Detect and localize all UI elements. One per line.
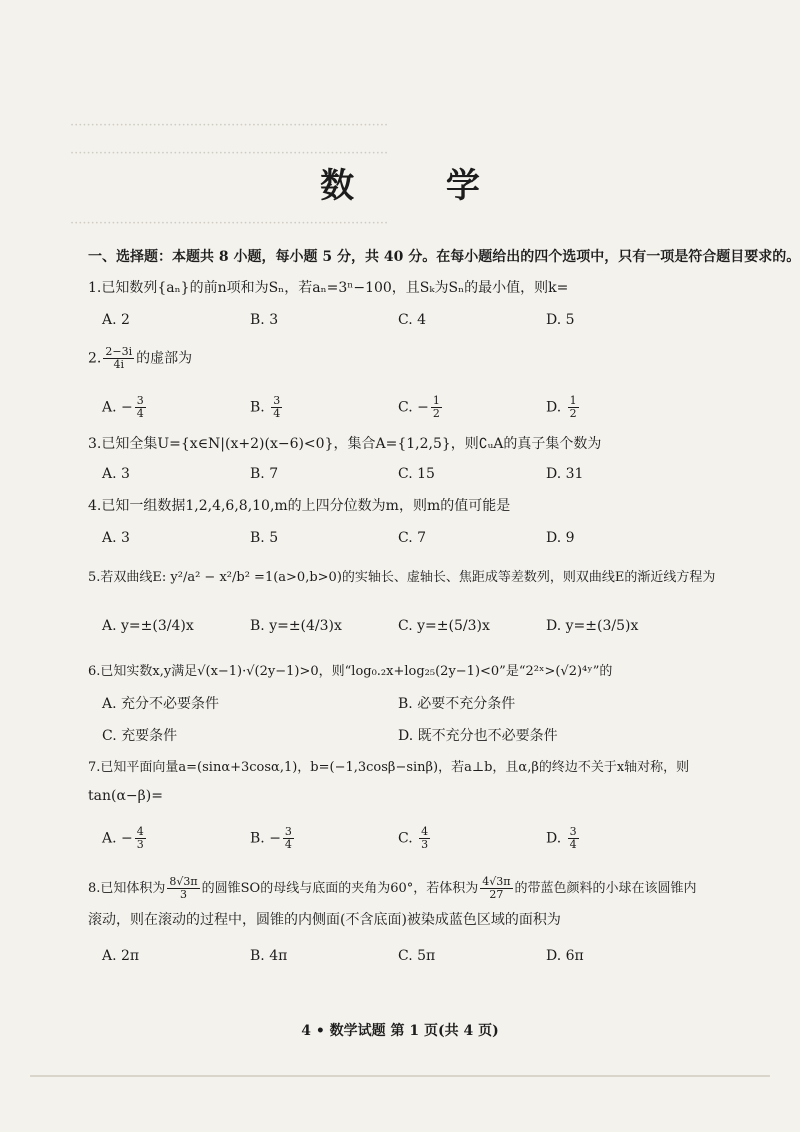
question-3-option-d: D. 31 [546,466,584,482]
question-3-stem: 3.已知全集U={x∈N|(x+2)(x−6)<0}，集合A={1,2,5}，则∁ᵤA的真子集个数为 [88,436,602,452]
question-5-option-d: D. y=±(3/5)x [546,618,639,634]
question-2-option-d: D. $\frac{1}{2}$ [546,394,577,420]
question-4-option-a: A. 3 [102,530,130,546]
question-7-option-d: D. $\frac{3}{4}$ [546,825,577,851]
question-6-stem: 6.已知实数x,y满足√(x−1)·√(2y−1)>0，则“log₀.₂x+log₂₅(2y−1)<0”是“2²ˣ>(√2)⁴ʸ”的 [88,664,613,679]
question-2-option-a: A. − $\frac{3}{4}$ [102,394,144,420]
bleed-through-text: ············································································· [70,146,389,161]
question-1-option-c: C. 4 [398,312,427,328]
question-3-option-c: C. 15 [398,466,435,482]
question-5-option-c: C. y=±(5/3)x [398,618,490,634]
question-4-option-d: D. 9 [546,530,575,546]
question-1-option-d: D. 5 [546,312,575,328]
question-7-stem: 7.已知平面向量a=(sinα+3cosα,1)，b=(−1,3cosβ−sinβ)，若a⊥b，且α,β的终边不关于x轴对称，则 [88,760,690,775]
question-7-stem-cont: tan(α−β)= [88,788,163,804]
question-1-option-b: B. 3 [250,312,279,328]
question-5-option-a: A. y=±(3/4)x [102,618,194,634]
question-6-option-c: C. 充要条件 [102,728,178,744]
question-7-option-a: A. − $\frac{4}{3}$ [102,825,144,851]
question-4-option-c: C. 7 [398,530,427,546]
question-6-option-a: A. 充分不必要条件 [102,696,220,712]
question-5-option-b: B. y=±(4/3)x [250,618,342,634]
question-2-fraction: $\frac{2-3i}{4i}$ [105,345,133,371]
question-2-option-b: B. $\frac{3}{4}$ [250,394,281,420]
question-2-stem: 2. $\frac{2-3i}{4i}$ 的虚部为 [88,345,193,371]
question-3-option-a: A. 3 [102,466,130,482]
question-4-option-b: B. 5 [250,530,279,546]
question-4-stem: 4.已知一组数据1,2,4,6,8,10,m的上四分位数为m，则m的值可能是 [88,498,511,514]
question-7-option-c: C. $\frac{4}{3}$ [398,825,429,851]
question-5-stem: 5.若双曲线E: y²/a² − x²/b² =1(a>0,b>0)的实轴长、虚轴长、焦距成等差数列，则双曲线E的渐近线方程为 [88,570,716,585]
question-3-option-b: B. 7 [250,466,279,482]
question-8-stem-cont: 滚动，则在滚动的过程中，圆锥的内侧面(不含底面)被染成蓝色区域的面积为 [88,912,561,928]
question-2-option-c: C. − $\frac{1}{2}$ [398,394,440,420]
question-6-option-d: D. 既不充分也不必要条件 [398,728,558,744]
bleed-through-text: ············································································· [70,216,389,231]
page-footer: 4 • 数学试题 第 1 页(共 4 页) [301,1023,499,1039]
question-8-stem: 8.已知体积为 $\frac{8√3\pi}{3}$ 的圆锥SO的母线与底面的夹角为60°，若体积为 $\frac{4√3\pi}{27}$ 的带蓝色颜料的小球在该圆锥内 [88,875,697,901]
question-6-option-b: B. 必要不充分条件 [398,696,516,712]
question-8-option-b: B. 4π [250,948,288,964]
paper-fold-line [30,1075,770,1077]
page-title: 数 学 [320,166,520,206]
section-heading: 一、选择题：本题共 8 小题，每小题 5 分，共 40 分。在每小题给出的四个选项中，只有一项是符合题目要求的。 [88,249,800,265]
question-8-option-a: A. 2π [102,948,140,964]
question-1-option-a: A. 2 [102,312,130,328]
question-1-stem: 1.已知数列{aₙ}的前n项和为Sₙ，若aₙ=3ⁿ−100，且Sₖ为Sₙ的最小值，则k= [88,280,569,296]
question-8-option-d: D. 6π [546,948,584,964]
question-7-option-b: B. − $\frac{3}{4}$ [250,825,292,851]
bleed-through-text: ············································································· [70,118,389,133]
question-8-option-c: C. 5π [398,948,436,964]
